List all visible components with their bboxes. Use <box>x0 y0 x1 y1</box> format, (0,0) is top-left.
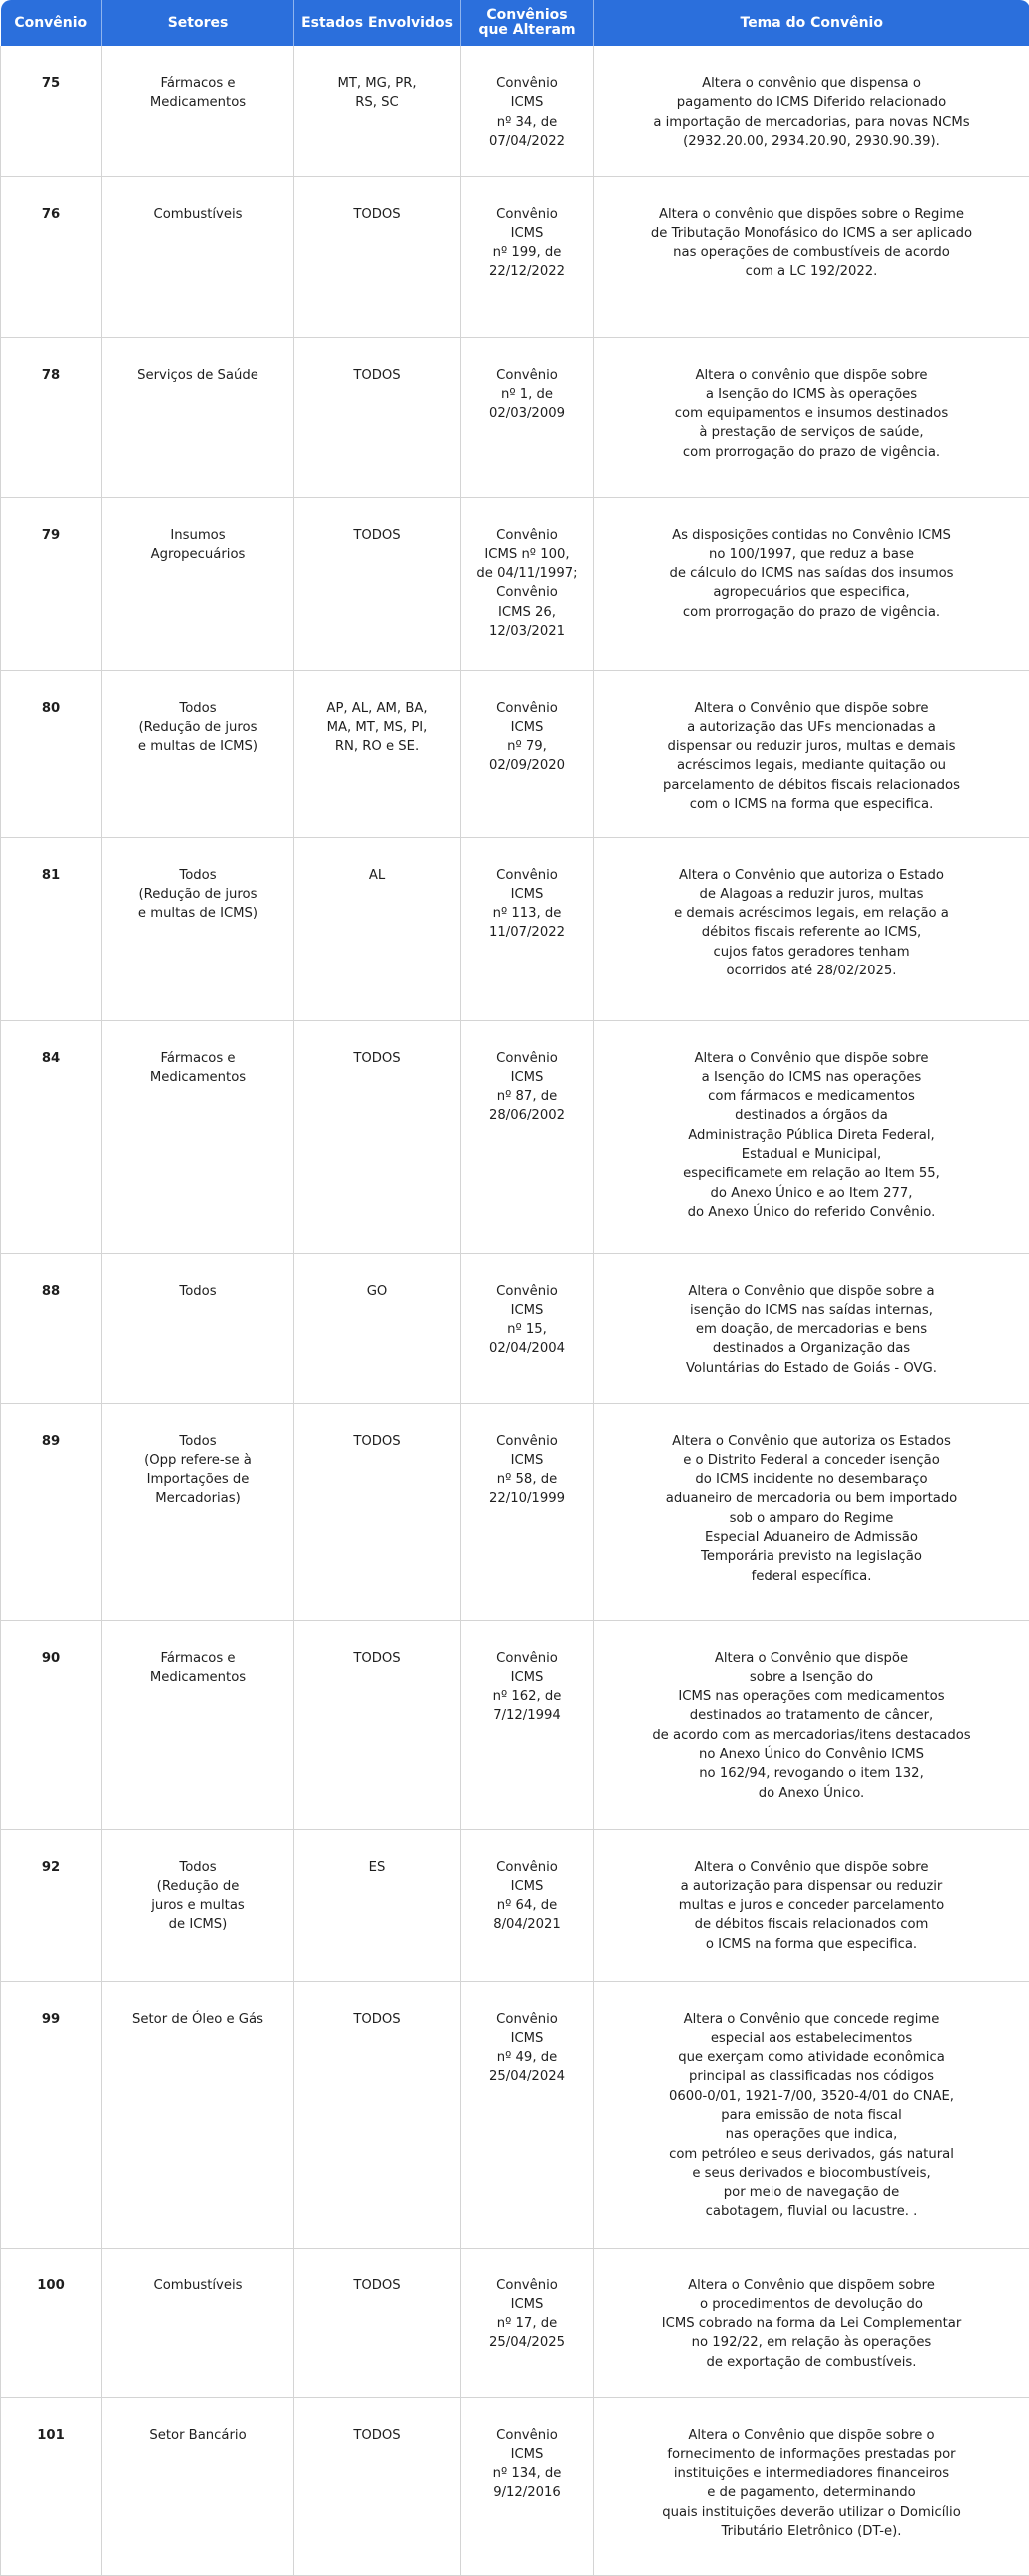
cell-setores: Fármacos e Medicamentos <box>102 46 294 176</box>
table-body <box>1 46 1029 2575</box>
cell-setores: Fármacos e Medicamentos <box>102 1620 294 1829</box>
cell-estados: TODOS <box>294 176 461 337</box>
cell-alteram: Convênio ICMS nº 79, 02/09/2020 <box>461 670 594 837</box>
cell-estados: MT, MG, PR, RS, SC <box>294 46 461 176</box>
cell-setores: Combustíveis <box>102 176 294 337</box>
cell-tema: Altera o convênio que dispensa o pagamento do ICMS Diferido relacionado a importação de mercadorias, para novas NCMs (2932.20.00, 2934.20.90, 2930.90.39). <box>594 46 1029 176</box>
cell-tema: Altera o convênio que dispõe sobre a Isenção do ICMS às operações com equipamentos e insumos destinados à prestação de serviços de saúde, com prorrogação do prazo de vigência. <box>594 337 1029 497</box>
cell-setores: Combustíveis <box>102 2248 294 2397</box>
cell-tema: Altera o Convênio que dispõe sobre a autorização das UFs mencionadas a dispensar ou reduzir juros, multas e demais acréscimos legais, mediante quitação ou parcelamento de débitos fiscais relacionados com o ICMS na forma que especifica. <box>594 670 1029 837</box>
cell-tema: Altera o convênio que dispões sobre o Regime de Tributação Monofásico do ICMS a ser aplicado nas operações de combustíveis de acordo com a LC 192/2022. <box>594 176 1029 337</box>
cell-convenio: 101 <box>1 2397 102 2575</box>
header-tema: Tema do Convênio <box>594 0 1029 46</box>
table-row <box>1 1020 1029 1253</box>
cell-convenio: 75 <box>1 46 102 176</box>
cell-tema: Altera o Convênio que dispõe sobre a isenção do ICMS nas saídas internas, em doação, de mercadorias e bens destinados a Organização das Voluntárias do Estado de Goiás - OVG. <box>594 1253 1029 1403</box>
table-row <box>1 1620 1029 1829</box>
cell-convenio: 92 <box>1 1829 102 1981</box>
cell-tema: Altera o Convênio que dispõem sobre o procedimentos de devolução do ICMS cobrado na forma da Lei Complementar no 192/22, em relação às operações de exportação de combustíveis. <box>594 2248 1029 2397</box>
cell-estados: TODOS <box>294 497 461 670</box>
table-row <box>1 497 1029 670</box>
header-convenio: Convênio <box>1 0 102 46</box>
cell-convenio: 99 <box>1 1981 102 2248</box>
cell-estados: TODOS <box>294 1620 461 1829</box>
cell-convenio: 88 <box>1 1253 102 1403</box>
cell-setores: Setor de Óleo e Gás <box>102 1981 294 2248</box>
cell-convenio: 90 <box>1 1620 102 1829</box>
cell-tema: As disposições contidas no Convênio ICMS no 100/1997, que reduz a base de cálculo do ICMS nas saídas dos insumos agropecuários que especifica, com prorrogação do prazo de vigência. <box>594 497 1029 670</box>
table-row <box>1 670 1029 837</box>
table-row <box>1 2397 1029 2575</box>
cell-setores: Todos (Redução de juros e multas de ICMS) <box>102 670 294 837</box>
cell-tema: Altera o Convênio que dispõe sobre a Isenção do ICMS nas operações com fármacos e medicamentos destinados a órgãos da Administração Pública Direta Federal, Estadual e Municipal, especificamete em relação ao Item 55, do Anexo Único e ao Item 277, do Anexo Único do referido Convênio. <box>594 1020 1029 1253</box>
cell-alteram: Convênio ICMS nº 58, de 22/10/1999 <box>461 1403 594 1620</box>
table-row <box>1 1829 1029 1981</box>
cell-setores: Setor Bancário <box>102 2397 294 2575</box>
cell-convenio: 81 <box>1 837 102 1020</box>
cell-setores: Todos (Redução de juros e multas de ICMS) <box>102 1829 294 1981</box>
header-estados: Estados Envolvidos <box>294 0 461 46</box>
cell-alteram: Convênio ICMS nº 64, de 8/04/2021 <box>461 1829 594 1981</box>
cell-tema: Altera o Convênio que dispõe sobre o fornecimento de informações prestadas por instituições e intermediadores financeiros e de pagamento, determinando quais instituições deverão utilizar o Domicílio Tributário Eletrônico (DT-e). <box>594 2397 1029 2575</box>
cell-setores: Insumos Agropecuários <box>102 497 294 670</box>
table-row <box>1 1981 1029 2248</box>
cell-estados: TODOS <box>294 2248 461 2397</box>
cell-convenio: 89 <box>1 1403 102 1620</box>
cell-estados: AL <box>294 837 461 1020</box>
header-alteram: Convênios que Alteram <box>461 0 594 46</box>
cell-convenio: 76 <box>1 176 102 337</box>
cell-tema: Altera o Convênio que concede regime especial aos estabelecimentos que exerçam como atividade econômica principal as classificadas nos códigos 0600-0/01, 1921-7/00, 3520-4/01 do CNAE, para emissão de nota fiscal nas operações que indica, com petróleo e seus derivados, gás natural e seus derivados e biocombustíveis, por meio de navegação de cabotagem, fluvial ou lacustre. . <box>594 1981 1029 2248</box>
cell-estados: GO <box>294 1253 461 1403</box>
cell-alteram: Convênio ICMS nº 162, de 7/12/1994 <box>461 1620 594 1829</box>
header-row <box>1 0 1029 46</box>
cell-setores: Serviços de Saúde <box>102 337 294 497</box>
cell-alteram: Convênio ICMS nº 199, de 22/12/2022 <box>461 176 594 337</box>
cell-setores: Todos <box>102 1253 294 1403</box>
cell-convenio: 78 <box>1 337 102 497</box>
table-header <box>1 0 1029 46</box>
cell-setores: Todos (Redução de juros e multas de ICMS) <box>102 837 294 1020</box>
table-row <box>1 2248 1029 2397</box>
cell-estados: ES <box>294 1829 461 1981</box>
cell-tema: Altera o Convênio que autoriza os Estados e o Distrito Federal a conceder isenção do ICMS incidente no desembaraço aduaneiro de mercadoria ou bem importado sob o amparo do Regime Especial Aduaneiro de Admissão Temporária previsto na legislação federal específica. <box>594 1403 1029 1620</box>
cell-convenio: 80 <box>1 670 102 837</box>
cell-tema: Altera o Convênio que dispõe sobre a Isenção do ICMS nas operações com medicamentos destinados ao tratamento de câncer, de acordo com as mercadorias/itens destacados no Anexo Único do Convênio ICMS no 162/94, revogando o item 132, do Anexo Único. <box>594 1620 1029 1829</box>
table-row <box>1 1403 1029 1620</box>
table-row <box>1 837 1029 1020</box>
cell-convenio: 84 <box>1 1020 102 1253</box>
cell-alteram: Convênio ICMS nº 15, 02/04/2004 <box>461 1253 594 1403</box>
cell-tema: Altera o Convênio que autoriza o Estado de Alagoas a reduzir juros, multas e demais acréscimos legais, em relação a débitos fiscais referente ao ICMS, cujos fatos geradores tenham ocorridos até 28/02/2025. <box>594 837 1029 1020</box>
cell-setores: Fármacos e Medicamentos <box>102 1020 294 1253</box>
cell-alteram: Convênio ICMS nº 113, de 11/07/2022 <box>461 837 594 1020</box>
cell-alteram: Convênio ICMS nº 17, de 25/04/2025 <box>461 2248 594 2397</box>
cell-setores: Todos (Opp refere-se à Importações de Mercadorias) <box>102 1403 294 1620</box>
cell-estados: TODOS <box>294 2397 461 2575</box>
table-row <box>1 1253 1029 1403</box>
cell-estados: AP, AL, AM, BA, MA, MT, MS, PI, RN, RO e SE. <box>294 670 461 837</box>
cell-tema: Altera o Convênio que dispõe sobre a autorização para dispensar ou reduzir multas e juros e conceder parcelamento de débitos fiscais relacionados com o ICMS na forma que especifica. <box>594 1829 1029 1981</box>
table-row <box>1 46 1029 176</box>
table-row <box>1 176 1029 337</box>
cell-estados: TODOS <box>294 337 461 497</box>
table-row <box>1 337 1029 497</box>
cell-alteram: Convênio ICMS nº 49, de 25/04/2024 <box>461 1981 594 2248</box>
cell-alteram: Convênio ICMS nº 34, de 07/04/2022 <box>461 46 594 176</box>
cell-convenio: 79 <box>1 497 102 670</box>
cell-estados: TODOS <box>294 1020 461 1253</box>
cell-estados: TODOS <box>294 1403 461 1620</box>
cell-alteram: Convênio ICMS nº 87, de 28/06/2002 <box>461 1020 594 1253</box>
header-setores: Setores <box>102 0 294 46</box>
cell-estados: TODOS <box>294 1981 461 2248</box>
cell-alteram: Convênio ICMS nº 100, de 04/11/1997; Convênio ICMS 26, 12/03/2021 <box>461 497 594 670</box>
cell-alteram: Convênio nº 1, de 02/03/2009 <box>461 337 594 497</box>
cell-alteram: Convênio ICMS nº 134, de 9/12/2016 <box>461 2397 594 2575</box>
cell-convenio: 100 <box>1 2248 102 2397</box>
